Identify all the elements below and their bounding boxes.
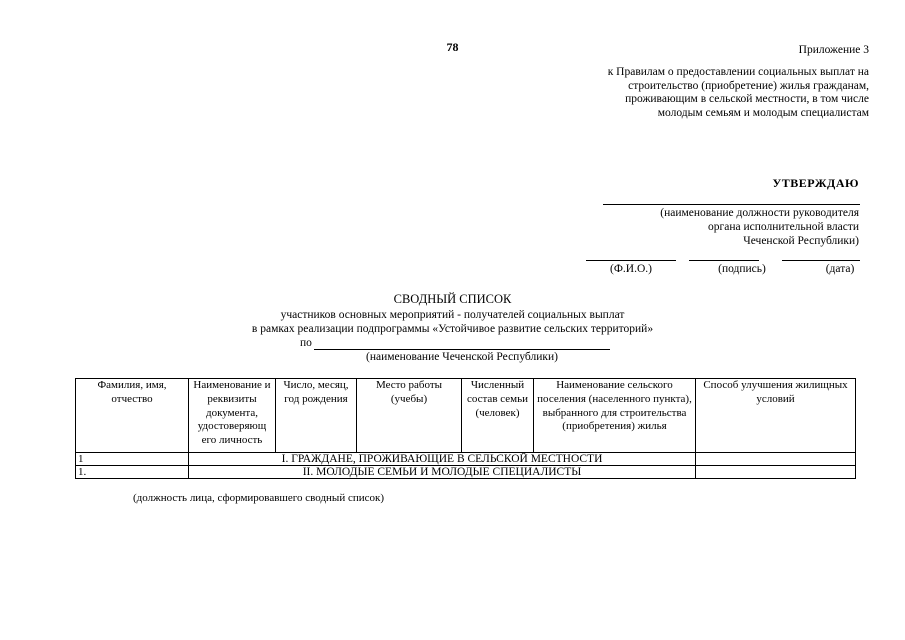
approval-caption-line: Чеченской Республики) [743, 235, 859, 247]
subtitle-line: в рамках реализации подпрограммы «Устойчивое развитие сельских территорий» [251, 323, 654, 335]
compiler-position-caption: (должность лица, сформировавшего сводный список) [133, 492, 384, 504]
date-line [782, 260, 860, 261]
table-header-row [76, 379, 856, 453]
empty-cell [696, 453, 856, 466]
appendix-title: Приложение 3 [798, 44, 869, 56]
column-header-id-document: Наименование и реквизиты документа, удостоверяющ его личность [189, 379, 276, 453]
section-title: I. ГРАЖДАНЕ, ПРОЖИВАЮЩИЕ В СЕЛЬСКОЙ МЕСТНОСТИ [189, 453, 696, 466]
empty-cell [696, 466, 856, 479]
region-name-caption: (наименование Чеченской Республики) [366, 351, 558, 363]
column-header-full-name: Фамилия, имя, отчество [76, 379, 189, 453]
column-header-family-size: Численный состав семьи (человек) [462, 379, 534, 453]
appendix-line: молодым семьям и молодым специалистам [657, 106, 869, 119]
column-header-improvement-method: Способ улучшения жилищных условий [696, 379, 856, 453]
document-title: СВОДНЫЙ СПИСОК [393, 292, 512, 306]
document-subtitle [0, 308, 905, 336]
approval-position-caption [599, 206, 859, 248]
subtitle-line: участников основных мероприятий - получателей социальных выплат [280, 309, 625, 321]
appendix-line: строительство (приобретение) жилья гражданам, [628, 79, 869, 92]
appendix-line: проживающим в сельской местности, в том числе [625, 93, 869, 105]
by-label: по [300, 337, 312, 349]
approval-caption-line: (наименование должности руководителя [660, 207, 859, 219]
column-header-workplace: Место работы (учебы) [357, 379, 462, 453]
section-number: 1. [76, 466, 189, 479]
region-name-line [314, 349, 610, 350]
signature-line [689, 260, 759, 261]
summary-table [75, 378, 856, 479]
approval-position-line [603, 204, 860, 205]
fio-label: (Ф.И.О.) [610, 263, 652, 275]
page-number: 78 [446, 40, 459, 54]
signature-label: (подпись) [718, 263, 766, 275]
approval-caption-line: органа исполнительной власти [708, 221, 859, 233]
appendix-line: к Правилам о предоставлении социальных выплат на [607, 66, 869, 78]
section-number: 1 [76, 453, 189, 466]
table-row [76, 466, 856, 479]
approval-title: УТВЕРЖДАЮ [772, 176, 859, 190]
section-title: II. МОЛОДЫЕ СЕМЬИ И МОЛОДЫЕ СПЕЦИАЛИСТЫ [189, 466, 696, 479]
column-header-settlement: Наименование сельского поселения (населенного пункта), выбранного для строительства (приобретения) жилья [534, 379, 696, 453]
fio-line [586, 260, 676, 261]
appendix-reference [549, 66, 869, 120]
table-row [76, 453, 856, 466]
date-label: (дата) [825, 263, 855, 275]
column-header-birth-date: Число, месяц, год рождения [276, 379, 357, 453]
